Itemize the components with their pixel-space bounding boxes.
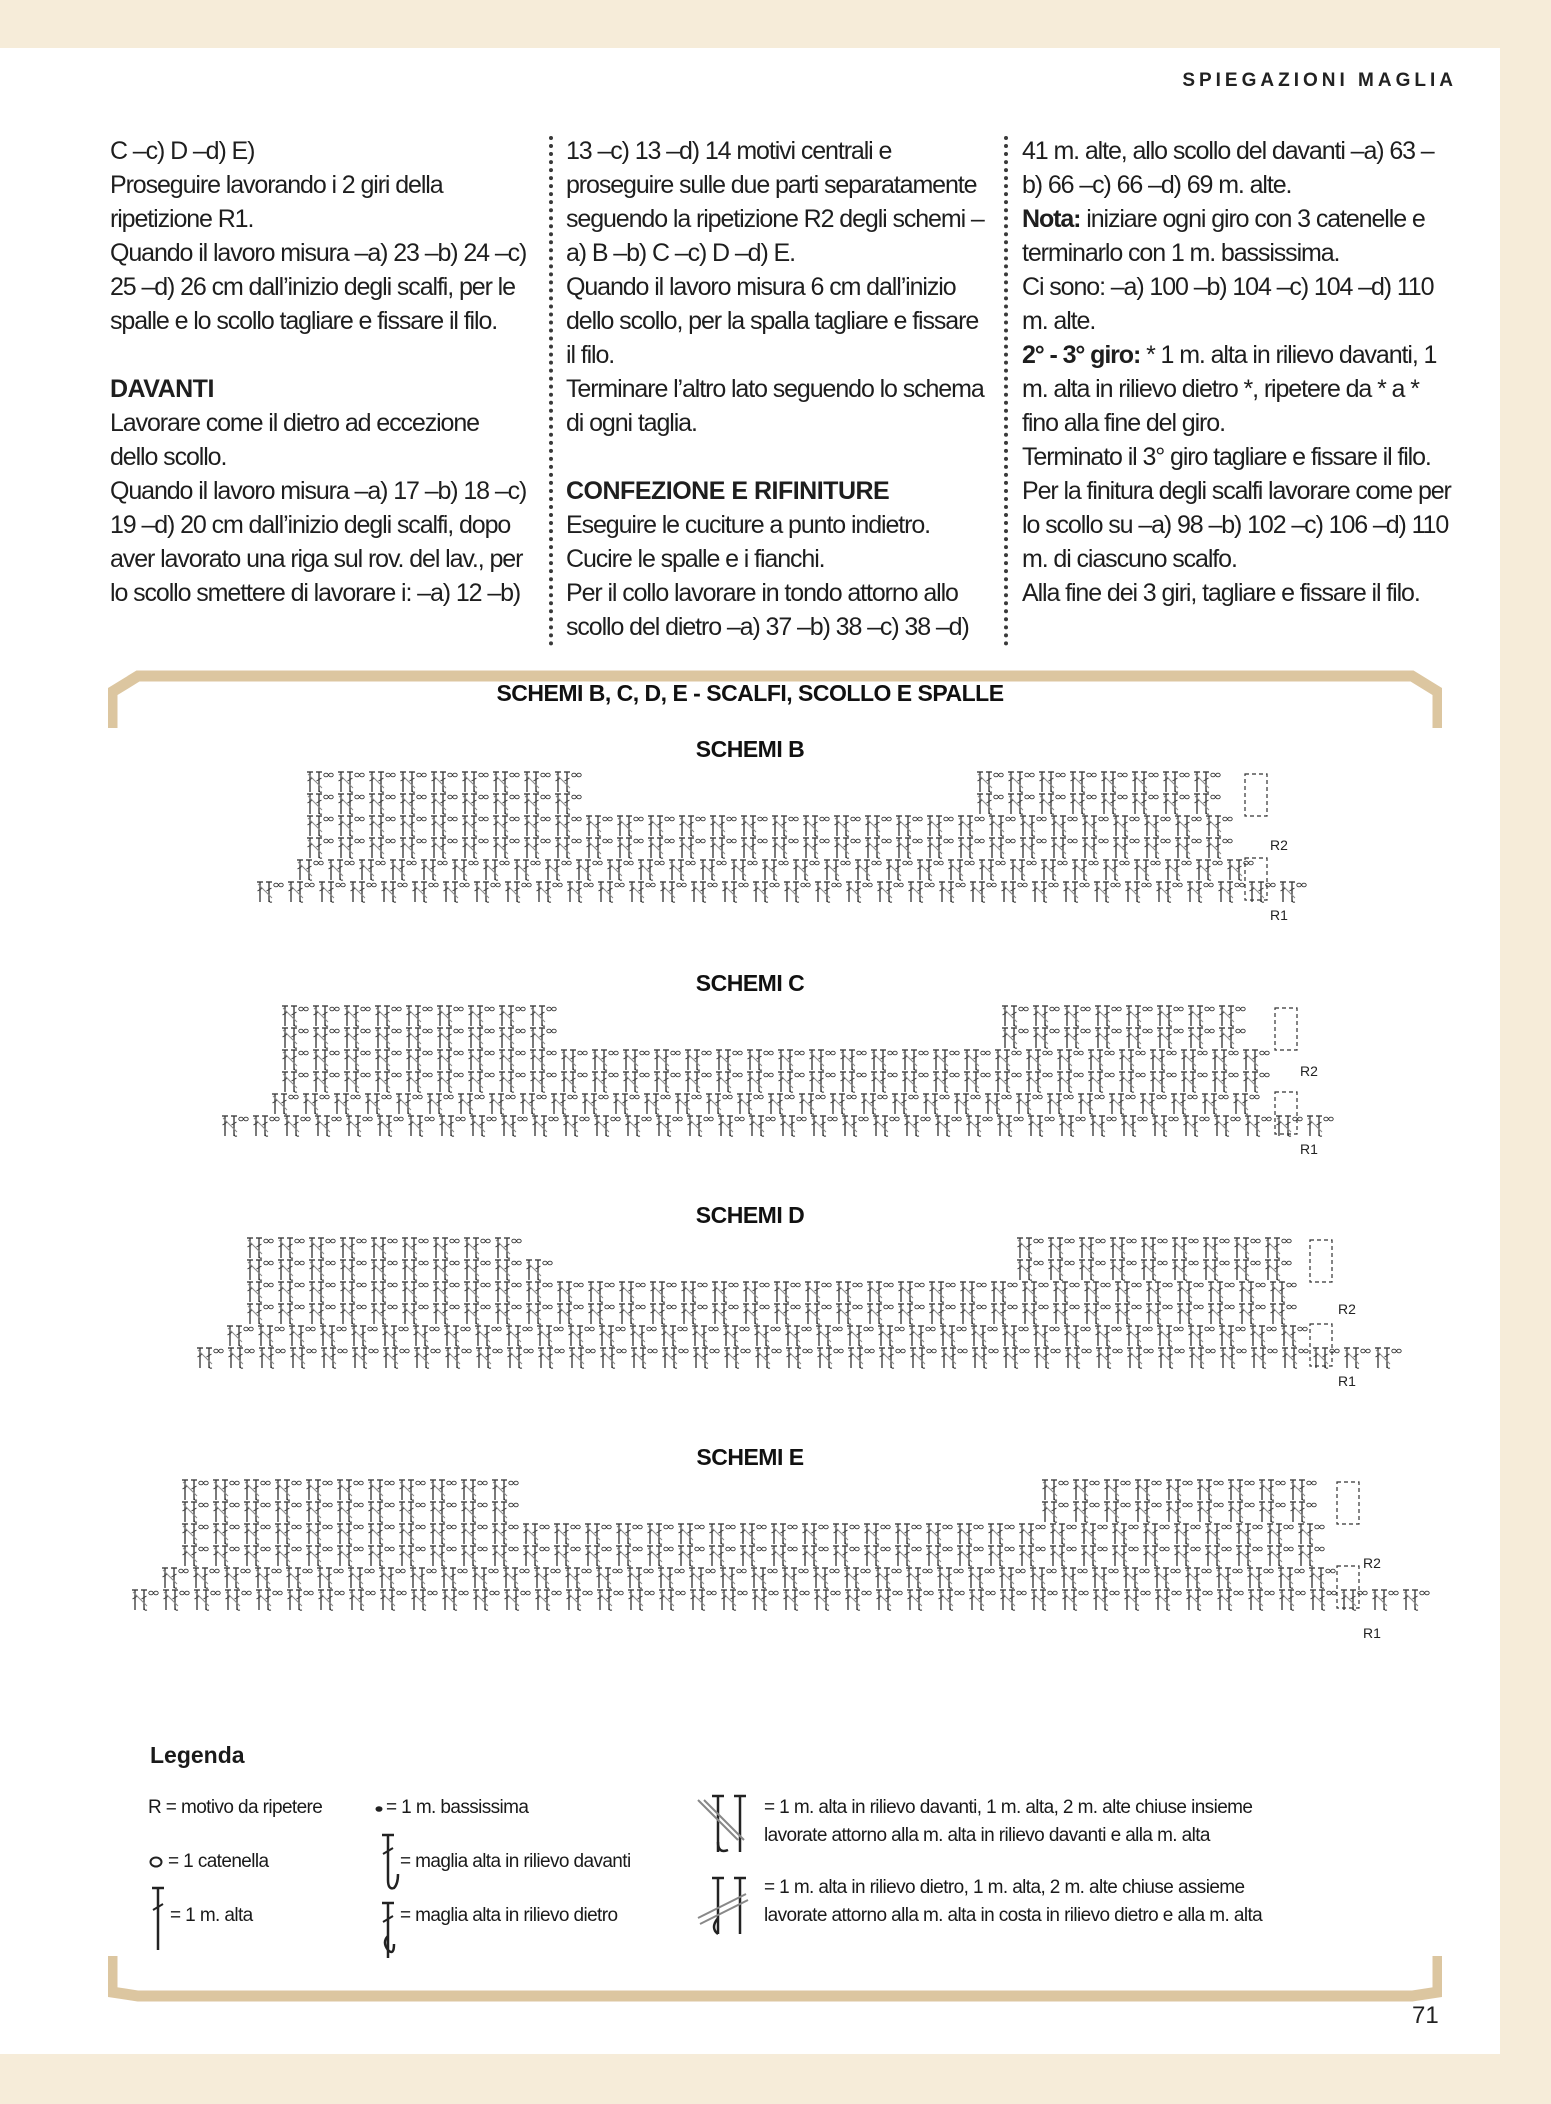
heading-confezione: CONFEZIONE E RIFINITURE bbox=[566, 477, 890, 505]
back-post-icon bbox=[380, 1900, 400, 1962]
paragraph: Per il collo lavorare in tondo attorno allo scollo del dietro –a) 37 –b) 38 –c) 38 –d) bbox=[566, 579, 969, 641]
front-post-icon bbox=[380, 1832, 400, 1894]
text-column-2 bbox=[566, 134, 991, 644]
schema-e-title: SCHEMI E bbox=[696, 1444, 804, 1470]
column-divider bbox=[549, 136, 553, 646]
text-column-3 bbox=[1022, 134, 1452, 610]
paragraph: Cucire le spalle e i fianchi. bbox=[566, 545, 825, 573]
double-crochet-icon bbox=[150, 1884, 166, 1954]
cluster-back-icon bbox=[690, 1874, 762, 1940]
paragraph: Proseguire lavorando i 2 giri della ripetizione R1. bbox=[110, 171, 443, 233]
page-number: 71 bbox=[1412, 2002, 1439, 2029]
legend-rilievo-davanti: = maglia alta in rilievo davanti bbox=[400, 1851, 631, 1872]
nota-text: iniziare ogni giro con 3 catenelle e terminarlo con 1 m. bassissima. bbox=[1022, 205, 1425, 267]
paragraph: 13 –c) 13 –d) 14 motivi centrali e proseguire sulle due parti separatamente seguendo la ripetizione R2 degli schemi –a) B –b) C –c) D –d) E. bbox=[566, 137, 984, 267]
repeat-label: R2 bbox=[1363, 1555, 1381, 1571]
paragraph: Terminato il 3° giro tagliare e fissare il filo. bbox=[1022, 443, 1431, 471]
legend-alta: = 1 m. alta bbox=[170, 1905, 253, 1926]
nota-label: Nota: bbox=[1022, 205, 1081, 233]
chart-glyphs bbox=[197, 1238, 1401, 1368]
page-sheet bbox=[0, 48, 1500, 2054]
paragraph bbox=[1022, 202, 1452, 270]
paragraph: C –c) D –d) E) bbox=[110, 137, 255, 165]
chart-glyphs bbox=[132, 1480, 1429, 1610]
paragraph: Terminare l’altro lato seguendo lo schema di ogni taglia. bbox=[566, 375, 984, 437]
legend-title: Legenda bbox=[150, 1742, 245, 1768]
schema-d-chart bbox=[190, 1236, 1430, 1462]
schema-c-title: SCHEMI C bbox=[695, 970, 805, 996]
legend-combo1-a: = 1 m. alta in rilievo davanti, 1 m. alta, 2 m. alte chiuse insieme bbox=[764, 1797, 1253, 1818]
giro-label: 2° - 3° giro: bbox=[1022, 341, 1141, 369]
repeat-label: R2 bbox=[1270, 837, 1288, 853]
text-column-1 bbox=[110, 134, 530, 610]
paragraph: Quando il lavoro misura –a) 23 –b) 24 –c) 25 –d) 26 cm dall’inizio degli scalfi, per le spalle e lo scollo tagliare e fissare il filo. bbox=[110, 239, 527, 335]
legend-combo1-b: lavorate attorno alla m. alta in rilievo davanti e alla m. alta bbox=[764, 1825, 1210, 1846]
schema-e-chart bbox=[125, 1478, 1445, 1700]
paragraph: Lavorare come il dietro ad eccezione dello scollo. bbox=[110, 409, 479, 471]
schema-b-title: SCHEMI B bbox=[695, 736, 805, 762]
repeat-label: R2 bbox=[1300, 1063, 1318, 1079]
paragraph: Ci sono: –a) 100 –b) 104 –c) 104 –d) 110 m. alte. bbox=[1022, 273, 1434, 335]
legend-combo2-b: lavorate attorno alla m. alta in costa in rilievo dietro e alla m. alta bbox=[764, 1905, 1263, 1926]
repeat-label: R2 bbox=[1338, 1301, 1356, 1317]
repeat-label: R1 bbox=[1300, 1141, 1318, 1157]
repeat-label: R1 bbox=[1363, 1625, 1381, 1641]
column-divider bbox=[1004, 136, 1008, 646]
giro-text: * 1 m. alta in rilievo davanti, 1 m. alta in rilievo dietro *, ripetere da * a * fino alla fine del giro. bbox=[1022, 341, 1437, 437]
cluster-front-icon bbox=[690, 1792, 762, 1858]
legend-catenella: = 1 catenella bbox=[168, 1851, 269, 1872]
schema-d-title: SCHEMI D bbox=[695, 1202, 805, 1228]
charts-main-title: SCHEMI B, C, D, E - SCALFI, SCOLLO E SPALLE bbox=[496, 680, 1004, 706]
repeat-label: R1 bbox=[1338, 1373, 1356, 1389]
legend-r: R = motivo da ripetere bbox=[148, 1797, 323, 1818]
legend-combo2-a: = 1 m. alta in rilievo dietro, 1 m. alta, 2 m. alte chiuse assieme bbox=[764, 1877, 1245, 1898]
chart-glyphs bbox=[257, 772, 1306, 902]
section-header: SPIEGAZIONI MAGLIA bbox=[1182, 70, 1457, 91]
paragraph: Alla fine dei 3 giri, tagliare e fissare il filo. bbox=[1022, 579, 1420, 607]
repeat-label: R1 bbox=[1270, 907, 1288, 923]
legend-rilievo-dietro: = maglia alta in rilievo dietro bbox=[400, 1905, 618, 1926]
paragraph bbox=[1022, 338, 1452, 440]
legend-bassissima: = 1 m. bassissima bbox=[386, 1797, 529, 1818]
heading-davanti: DAVANTI bbox=[110, 375, 214, 403]
paragraph: 41 m. alte, allo scollo del davanti –a) 63 –b) 66 –c) 66 –d) 69 m. alte. bbox=[1022, 137, 1434, 199]
schema-c-chart bbox=[205, 1004, 1355, 1222]
chain-icon bbox=[148, 1854, 164, 1870]
paragraph: Per la finitura degli scalfi lavorare come per lo scollo su –a) 98 –b) 102 –c) 106 –d) 110 m. di ciascuno scalfo. bbox=[1022, 477, 1451, 573]
paragraph: Eseguire le cuciture a punto indietro. bbox=[566, 511, 930, 539]
paragraph: Quando il lavoro misura 6 cm dall’inizio dello scollo, per la spalla tagliare e fissare il filo. bbox=[566, 273, 979, 369]
schema-b-chart bbox=[240, 770, 1340, 990]
slip-stitch-icon bbox=[374, 1804, 384, 1814]
chart-glyphs bbox=[222, 1006, 1333, 1136]
paragraph: Quando il lavoro misura –a) 17 –b) 18 –c) 19 –d) 20 cm dall’inizio degli scalfi, dopo aver lavorato una riga sul rov. del lav., per lo scollo smettere di lavorare i: –a) 12 –b) bbox=[110, 477, 527, 607]
